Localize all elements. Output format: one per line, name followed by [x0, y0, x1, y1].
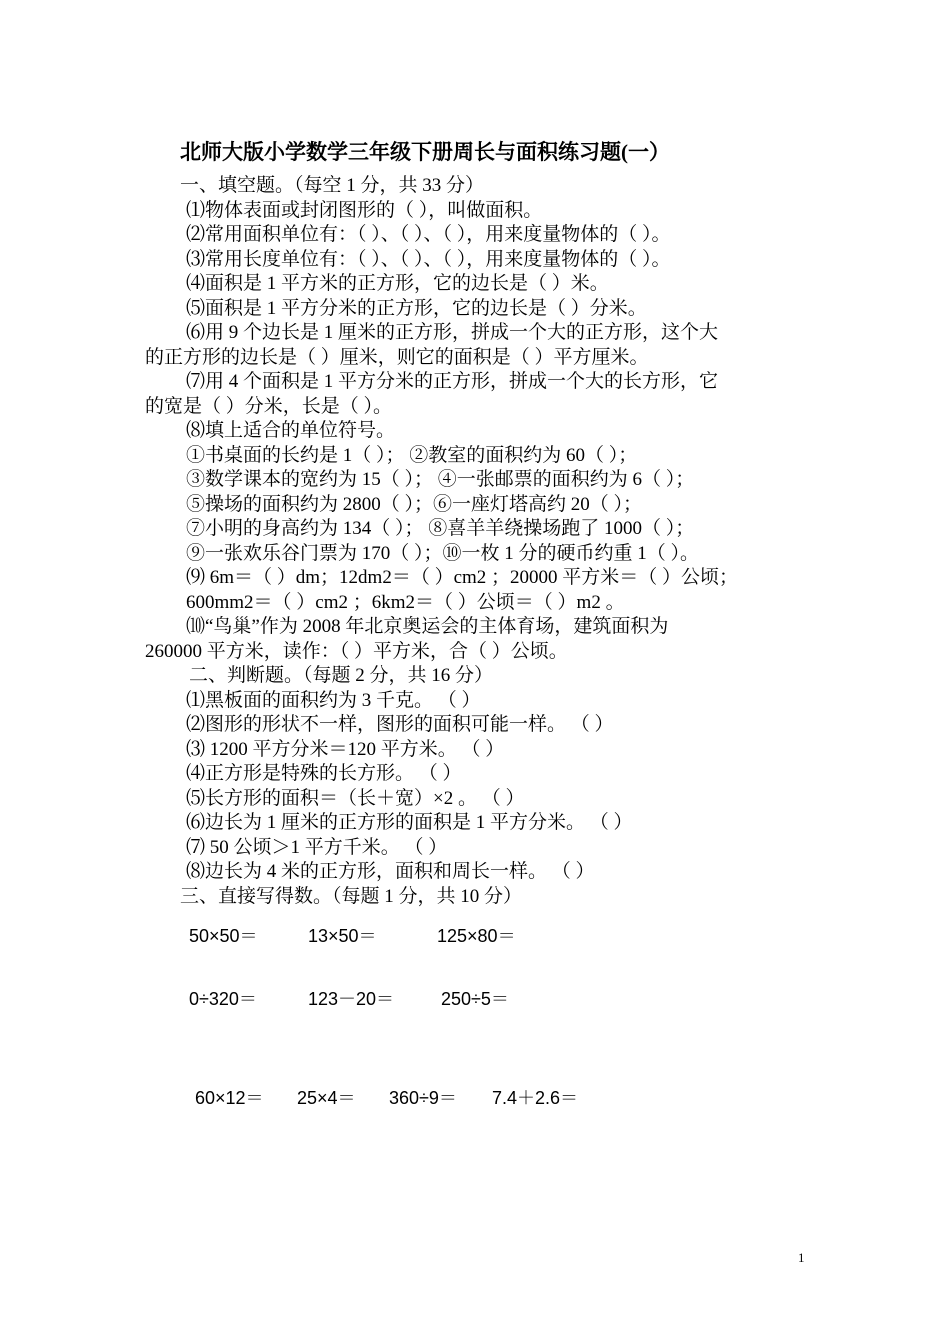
question-line: ③数学课本的宽约为 15（ ）； ④一张邮票的面积约为 6（ ）； — [186, 469, 695, 490]
question-line: ⑨一张欢乐谷门票为 170（ ）；⑩一枚 1 分的硬币约重 1（ ）。 — [186, 542, 700, 564]
question-line: ⑶ 1200 平方分米＝120 平方米。 （ ） — [186, 738, 505, 760]
question-line: ⑦小明的身高约为 134（ ）； ⑧喜羊羊绕操场跑了 1000（ ）； — [186, 518, 695, 539]
question-line: ⑹边长为 1 厘米的正方形的面积是 1 平方分米。 （ ） — [186, 812, 633, 833]
question-line: ⑤操场的面积约为 2800（ ）；⑥一座灯塔高约 20（ ）； — [186, 493, 643, 515]
question-line: ⑻填上适合的单位符号。 — [186, 420, 396, 441]
question-line: ⑻边长为 4 米的正方形，面积和周长一样。 （ ） — [186, 861, 595, 882]
calc-item: 25×4＝ — [297, 1088, 356, 1108]
section-heading-fill-blank: 一、填空题。（每空 1 分，共 33 分） — [180, 175, 485, 196]
page-number: 1 — [798, 1250, 805, 1265]
section-heading-mental-math: 三、直接写得数。（每题 1 分，共 10 分） — [180, 885, 523, 907]
question-line: ⑸面积是 1 平方分米的正方形，它的边长是（ ）分米。 — [186, 297, 647, 319]
calc-item: 60×12＝ — [195, 1088, 264, 1108]
document-title: 北师大版小学数学三年级下册周长与面积练习题(一） — [180, 140, 670, 164]
question-line: 600mm2＝（ ）cm2 ；6km2＝（ ）公顷＝（ ）m2 。 — [186, 591, 625, 613]
section-heading-true-false: 二、判断题。（每题 2 分，共 16 分） — [189, 665, 494, 686]
question-line: ⑽“鸟巢”作为 2008 年北京奥运会的主体育场，建筑面积为 — [186, 616, 669, 637]
question-line: ⑸长方形的面积＝（长＋宽）×2 。 （ ） — [186, 787, 525, 809]
calc-item: 13×50＝ — [308, 926, 377, 946]
question-line: ⑹用 9 个边长是 1 厘米的正方形，拼成一个大的正方形，这个大 — [186, 322, 719, 343]
calc-item: 0÷320＝ — [189, 989, 257, 1009]
question-line: ⑺ 50 公顷＞1 平方千米。 （ ） — [186, 836, 448, 858]
question-line: ⑴物体表面或封闭图形的（ ），叫做面积。 — [186, 199, 543, 221]
question-line: ⑼ 6m＝（ ）dm；12dm2＝（ ）cm2 ；20000 平方米＝（ ）公顷； — [186, 567, 739, 588]
question-line: ⑷面积是 1 平方米的正方形，它的边长是（ ）米。 — [186, 273, 609, 294]
question-line: ⑺用 4 个面积是 1 平方分米的正方形，拼成一个大的长方形，它 — [186, 371, 719, 392]
calc-item: 50×50＝ — [189, 926, 258, 946]
question-line: ⑵图形的形状不一样，图形的面积可能一样。 （ ） — [186, 714, 614, 735]
calc-item: 250÷5＝ — [441, 989, 509, 1009]
question-line: ⑶常用长度单位有：（ ）、（ ）、（ ），用来度量物体的（ ）。 — [186, 248, 671, 270]
calc-item: 123－20＝ — [308, 989, 395, 1009]
question-line: ⑵常用面积单位有：（ ）、（ ）、（ ），用来度量物体的（ ）。 — [186, 224, 671, 245]
question-line: 的宽是（ ）分米，长是（ ）。 — [145, 395, 393, 417]
question-line: ⑷正方形是特殊的长方形。 （ ） — [186, 763, 462, 784]
question-line: ①书桌面的长约是 1（ ）； ②教室的面积约为 60（ ）； — [186, 444, 638, 466]
question-line: ⑴黑板面的面积约为 3 千克。 （ ） — [186, 689, 481, 711]
calc-item: 125×80＝ — [437, 926, 516, 946]
question-line: 的正方形的边长是（ ）厘米，则它的面积是（ ）平方厘米。 — [145, 346, 649, 368]
calc-item: 7.4＋2.6＝ — [492, 1088, 579, 1108]
question-line: 260000 平方米，读作：（ ）平方米，合（ ）公顷。 — [145, 640, 568, 662]
calc-item: 360÷9＝ — [389, 1088, 457, 1108]
document-body — [0, 174, 950, 909]
